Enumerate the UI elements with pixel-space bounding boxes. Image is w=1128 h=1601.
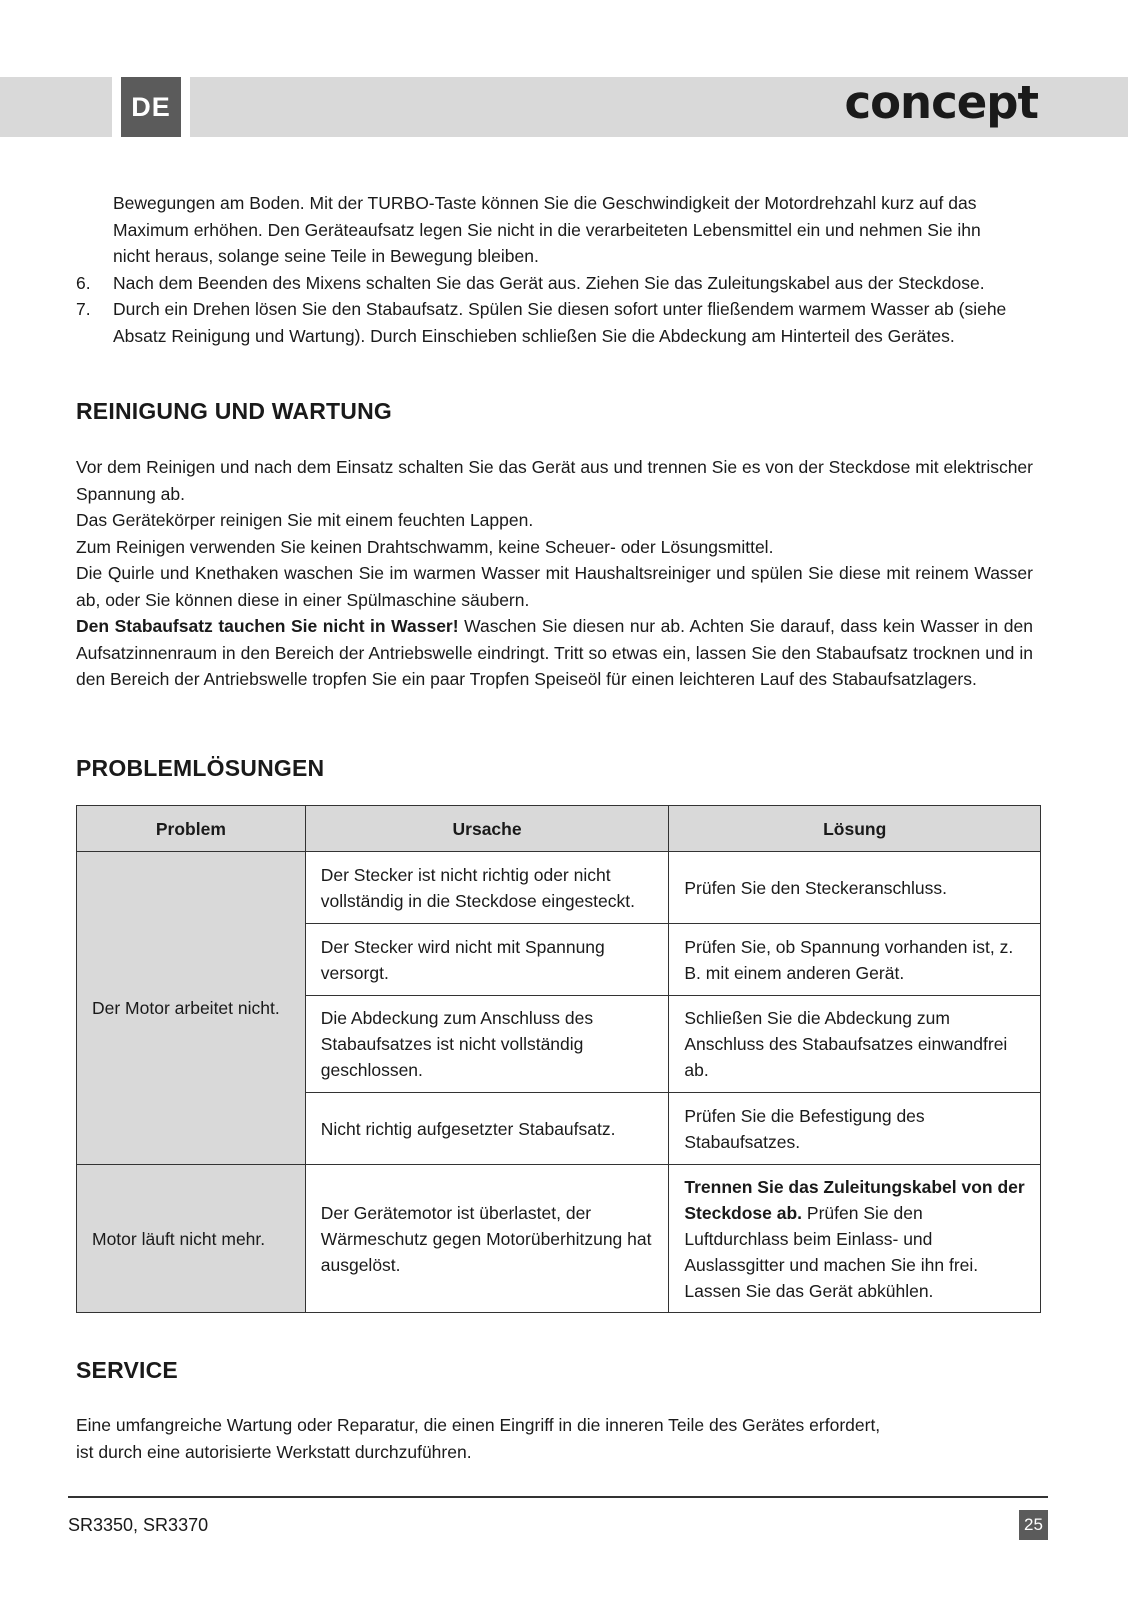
- section-heading-troubleshooting: PROBLEMLÖSUNGEN: [76, 755, 325, 781]
- list-item: [113, 296, 1033, 349]
- column-header-problem: Problem: [77, 806, 306, 852]
- warning-text: Den Stabaufsatz tauchen Sie nicht in Wasser!: [76, 616, 459, 636]
- cause-cell: Nicht richtig aufgesetzter Stabaufsatz.: [305, 1093, 669, 1165]
- table-header-row: [77, 806, 1041, 852]
- paragraph: Das Gerätekörper reinigen Sie mit einem feuchten Lappen.: [76, 510, 534, 530]
- paragraph: [76, 613, 1033, 693]
- solution-cell: Prüfen Sie die Befestigung des Stabaufsatzes.: [669, 1093, 1041, 1165]
- text-line: Eine umfangreiche Wartung oder Reparatur, die einen Eingriff in die inneren Teile des Gerätes erfordert,: [76, 1415, 881, 1435]
- solution-emphasis: Trennen Sie das Zuleitungskabel von der Steckdose ab.: [684, 1176, 1025, 1223]
- language-badge: DE: [121, 77, 181, 137]
- solution-text: Prüfen Sie den Luftdurchlass beim Einlass- und Auslassgitter und machen Sie ihn frei. Lassen Sie das Gerät abkühlen.: [684, 1202, 979, 1301]
- cause-cell: Der Gerätemotor ist überlastet, der Wärmeschutz gegen Motorüberhitzung hat ausgelöst.: [305, 1165, 669, 1313]
- text-line: Bewegungen am Boden. Mit der TURBO-Taste können Sie die Geschwindigkeit der Motordrehzahl kurz auf das: [113, 193, 977, 213]
- solution-cell: Prüfen Sie den Steckeranschluss.: [669, 852, 1041, 924]
- problem-cell: Motor läuft nicht mehr.: [77, 1165, 306, 1313]
- list-number: 7.: [76, 299, 91, 319]
- paragraph: Zum Reinigen verwenden Sie keinen Drahtschwamm, keine Scheuer- oder Lösungsmittel.: [76, 536, 774, 557]
- text-line: ist durch eine autorisierte Werkstatt durchzuführen.: [76, 1441, 472, 1462]
- header-bar-left: [0, 77, 112, 137]
- solution-cell: Schließen Sie die Abdeckung zum Anschluss des Stabaufsatzes einwandfrei ab.: [669, 996, 1041, 1093]
- service-text: [76, 1412, 1033, 1465]
- paragraph: Die Quirle und Knethaken waschen Sie im warmen Wasser mit Haushaltsreiniger und spülen Sie diese mit reinem Wasser ab, oder Sie können diese in einer Spülmaschine säubern.: [76, 563, 1033, 610]
- intro-continuation: [113, 190, 1033, 270]
- page-number: 25: [1019, 1510, 1048, 1540]
- text-line: nicht heraus, solange seine Teile in Bewegung bleiben.: [113, 246, 539, 266]
- cause-cell: Der Stecker wird nicht mit Spannung versorgt.: [305, 924, 669, 996]
- solution-cell: Prüfen Sie, ob Spannung vorhanden ist, z. B. mit einem anderen Gerät.: [669, 924, 1041, 996]
- section-heading-service: SERVICE: [76, 1357, 178, 1383]
- column-header-solution: Lösung: [669, 806, 1041, 852]
- cleaning-text: [76, 454, 1033, 693]
- list-item: [113, 270, 1033, 297]
- column-header-cause: Ursache: [305, 806, 669, 852]
- text-line: Nach dem Beenden des Mixens schalten Sie das Gerät aus. Ziehen Sie das Zuleitungskabel aus der Steckdose.: [113, 273, 985, 293]
- text-line: Durch ein Drehen lösen Sie den Stabaufsatz. Spülen Sie diesen sofort unter fließendem warmem Wasser ab (siehe: [113, 299, 1007, 319]
- cause-cell: Die Abdeckung zum Anschluss des Stabaufsatzes ist nicht vollständig geschlossen.: [305, 996, 669, 1093]
- table-row: [77, 852, 1041, 924]
- cause-cell: Der Stecker ist nicht richtig oder nicht vollständig in die Steckdose eingesteckt.: [305, 852, 669, 924]
- model-numbers: SR3350, SR3370: [68, 1515, 209, 1535]
- text-line: Maximum erhöhen. Den Geräteaufsatz legen Sie nicht in die verarbeiteten Lebensmittel ein und nehmen Sie ihn: [113, 219, 981, 240]
- troubleshooting-table: [76, 805, 1041, 1313]
- section-heading-cleaning: REINIGUNG UND WARTUNG: [76, 398, 392, 424]
- problem-cell: Der Motor arbeitet nicht.: [77, 852, 306, 1165]
- text-line: Absatz Reinigung und Wartung). Durch Einschieben schließen Sie die Abdeckung am Hinterteil des Gerätes.: [113, 325, 955, 346]
- paragraph-text: Waschen Sie diesen nur ab. Achten Sie darauf, dass kein Wasser in den Aufsatzinnenraum in den Bereich der Antriebswelle eindringt. Tritt so etwas ein, lassen Sie den Stabaufsatz trocknen und in den Bereich der Antriebswelle tropfen Sie ein paar Tropfen Speiseöl für einen leichteren Lauf des Stabaufsatzlagers.: [76, 616, 1034, 689]
- solution-cell: [669, 1165, 1041, 1313]
- brand-logo: concept: [844, 76, 1038, 129]
- footer-divider: [68, 1496, 1048, 1498]
- table-row: [77, 1165, 1041, 1313]
- paragraph: Vor dem Reinigen und nach dem Einsatz schalten Sie das Gerät aus und trennen Sie es von der Steckdose mit elektrischer Spannung ab.: [76, 457, 1033, 504]
- list-number: 6.: [76, 273, 91, 293]
